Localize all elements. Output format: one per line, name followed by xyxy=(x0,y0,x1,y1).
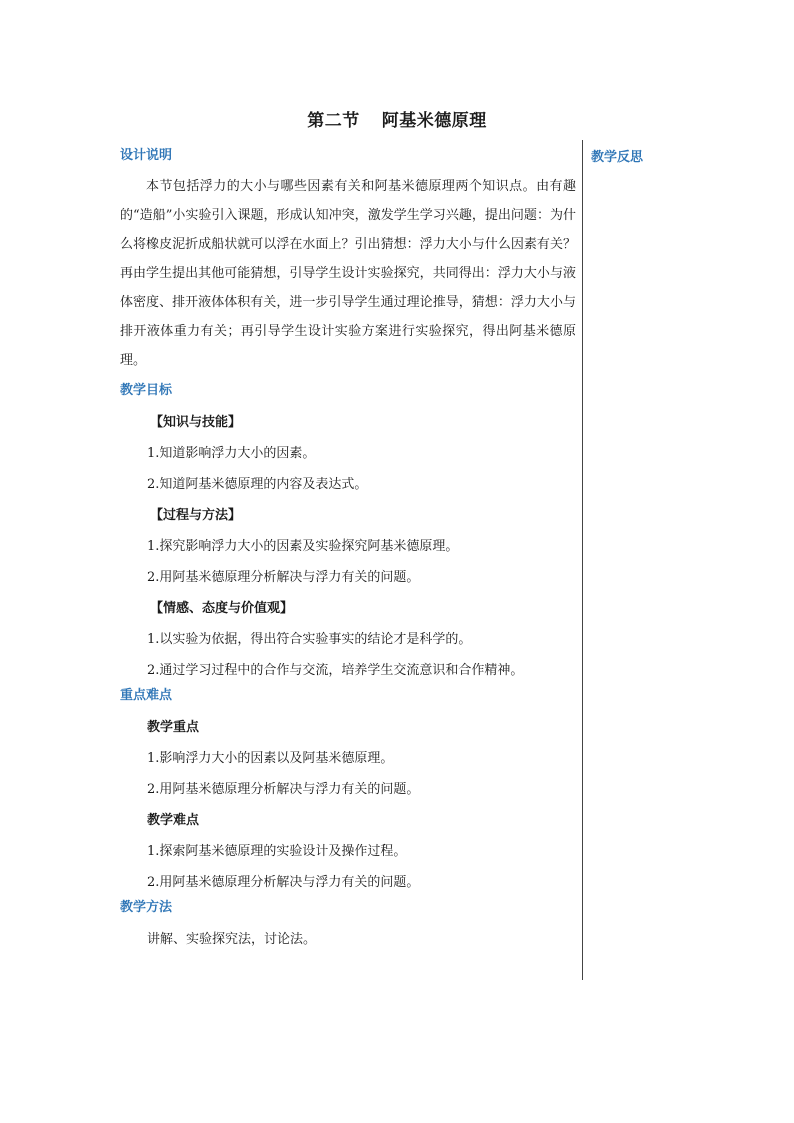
emotion-item-2: 2.通过学习过程中的合作与交流，培养学生交流意识和合作精神。 xyxy=(147,663,524,678)
methods-text: 讲解、实验探究法，讨论法。 xyxy=(147,932,317,947)
focus-item-1: 1.影响浮力大小的因素以及阿基米德原理。 xyxy=(147,751,394,766)
focus-item-2: 2.用阿基米德原理分析解决与浮力有关的问题。 xyxy=(147,782,420,797)
process-item-2: 2.用阿基米德原理分析解决与浮力有关的问题。 xyxy=(147,570,420,585)
page-title xyxy=(0,106,794,131)
main-column xyxy=(120,146,576,955)
methods-heading: 教学方法 xyxy=(120,900,173,915)
knowledge-title: 【知识与技能】 xyxy=(150,415,242,430)
section-number: 第二节 xyxy=(307,111,360,131)
design-paragraph: 本节包括浮力的大小与哪些因素有关和阿基米德原理两个知识点。由有趣的“造船”小实验引入课题，形成认知冲突，激发学生学习兴趣，提出问题：为什么将橡皮泥折成船状就可以浮在水面上？引出猜想：浮力大小与什么因素有关？再由学生提出其他可能猜想，引导学生设计实验探究，共同得出：浮力大小与液体密度、排开液体体积有关，进一步引导学生通过理论推导，猜想：浮力大小与排开液体重力有关；再引导学生设计实验方案进行实验探究，得出阿基米德原理。 xyxy=(120,179,576,368)
process-item-1: 1.探究影响浮力大小的因素及实验探究阿基米德原理。 xyxy=(147,539,459,554)
section-title: 阿基米德原理 xyxy=(381,111,487,131)
reflection-heading: 教学反思 xyxy=(591,150,644,165)
difficulty-item-2: 2.用阿基米德原理分析解决与浮力有关的问题。 xyxy=(147,875,420,890)
focus-title: 教学重点 xyxy=(147,720,200,735)
key-points-heading: 重点难点 xyxy=(120,688,173,703)
design-heading: 设计说明 xyxy=(120,148,173,163)
difficulty-item-1: 1.探索阿基米德原理的实验设计及操作过程。 xyxy=(147,844,407,859)
knowledge-item-1: 1.知道影响浮力大小的因素。 xyxy=(147,446,316,461)
process-title: 【过程与方法】 xyxy=(150,508,242,523)
column-divider xyxy=(582,140,583,980)
goals-heading: 教学目标 xyxy=(120,383,173,398)
emotion-item-1: 1.以实验为依据，得出符合实验事实的结论才是科学的。 xyxy=(147,632,472,647)
emotion-title: 【情感、态度与价值观】 xyxy=(150,601,294,616)
difficulty-title: 教学难点 xyxy=(147,813,200,828)
knowledge-item-2: 2.知道阿基米德原理的内容及表达式。 xyxy=(147,477,368,492)
